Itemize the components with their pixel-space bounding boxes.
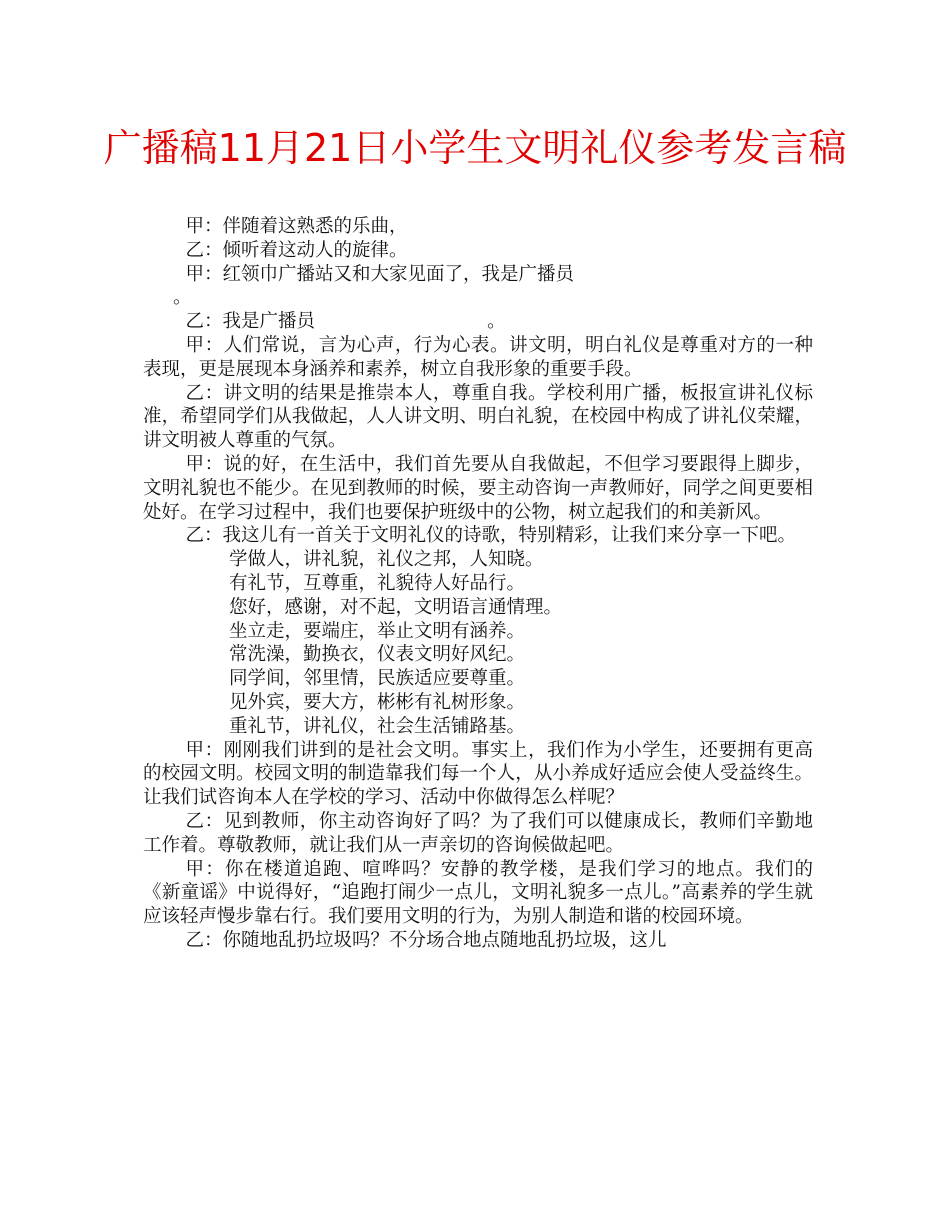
paragraph: 甲：人们常说，言为心声，行为心表。讲文明，明白礼仪是尊重对方的一种表现，更是展现本身涵养和素养，树立自我形象的重要手段。 [143, 334, 813, 380]
paragraph-continuation: 。 [173, 287, 192, 309]
poem-verse: 见外宾，要大方，彬彬有礼树形象。 [229, 691, 526, 713]
paragraph [143, 310, 813, 334]
poem-verse: 重礼节，讲礼仪，社会生活铺路基。 [229, 715, 526, 737]
document-title: 广播稿11月21日小学生文明礼仪参考发言稿 [103, 126, 847, 170]
poem-verse: 坐立走，要端庄，举止文明有涵养。 [229, 620, 526, 642]
paragraph: 甲：红领巾广播站又和大家见面了，我是广播员 [185, 263, 575, 285]
document-body [143, 215, 813, 953]
paragraph: 甲：刚刚我们讲到的是社会文明。事实上，我们作为小学生，还要拥有更高的校园文明。校园文明的制造靠我们每一个人，从小养成好适应会使人受益终生。让我们试咨询本人在学校的学习、活动中你做得怎么样呢？ [143, 739, 813, 809]
paragraph-text: 。 [487, 311, 506, 333]
poem-verse: 常洗澡，勤换衣，仪表文明好风纪。 [229, 644, 526, 666]
paragraph: 乙：我这儿有一首关于文明礼仪的诗歌，特别精彩，让我们来分享一下吧。 [185, 525, 797, 547]
paragraph: 乙：倾听着这动人的旋律。 [185, 239, 408, 261]
poem-verse: 有礼节，互尊重，礼貌待人好品行。 [229, 572, 526, 594]
poem-verse: 您好，感谢，对不起，文明语言通情理。 [229, 596, 563, 618]
paragraph: 甲：伴随着这熟悉的乐曲， [185, 216, 408, 237]
paragraph: 乙：讲文明的结果是推崇本人，尊重自我。学校利用广播，板报宣讲礼仪标准，希望同学们从我做起，人人讲文明、明白礼貌，在校园中构成了讲礼仪荣耀，讲文明被人尊重的气氛。 [143, 382, 813, 452]
paragraph: 乙：你随地乱扔垃圾吗？不分场合地点随地乱扔垃圾，这儿 [185, 929, 667, 951]
poem-verse: 同学间，邻里情，民族适应要尊重。 [229, 668, 526, 690]
paragraph: 乙：见到教师，你主动咨询好了吗？为了我们可以健康成长，教师们辛勤地工作着。尊敬教师，就让我们从一声亲切的咨询候做起吧。 [143, 810, 813, 856]
paragraph: 甲：你在楼道追跑、喧哗吗？安静的教学楼，是我们学习的地点。我们的《新童谣》中说得好，“追跑打闹少一点儿，文明礼貌多一点儿。”高素养的学生就应该轻声慢步靠右行。我们要用文明的行为，为别人制造和谐的校园环境。 [143, 858, 813, 928]
paragraph: 甲：说的好，在生活中，我们首先要从自我做起，不但学习要跟得上脚步，文明礼貌也不能少。在见到教师的时候，要主动咨询一声教师好，同学之间更要相处好。在学习过程中，我们也要保护班级中的公物，树立起我们的和美新风。 [143, 453, 813, 523]
paragraph-text: 乙：我是广播员 [185, 311, 316, 333]
poem-verse: 学做人，讲礼貌，礼仪之邦，人知晓。 [229, 549, 544, 571]
